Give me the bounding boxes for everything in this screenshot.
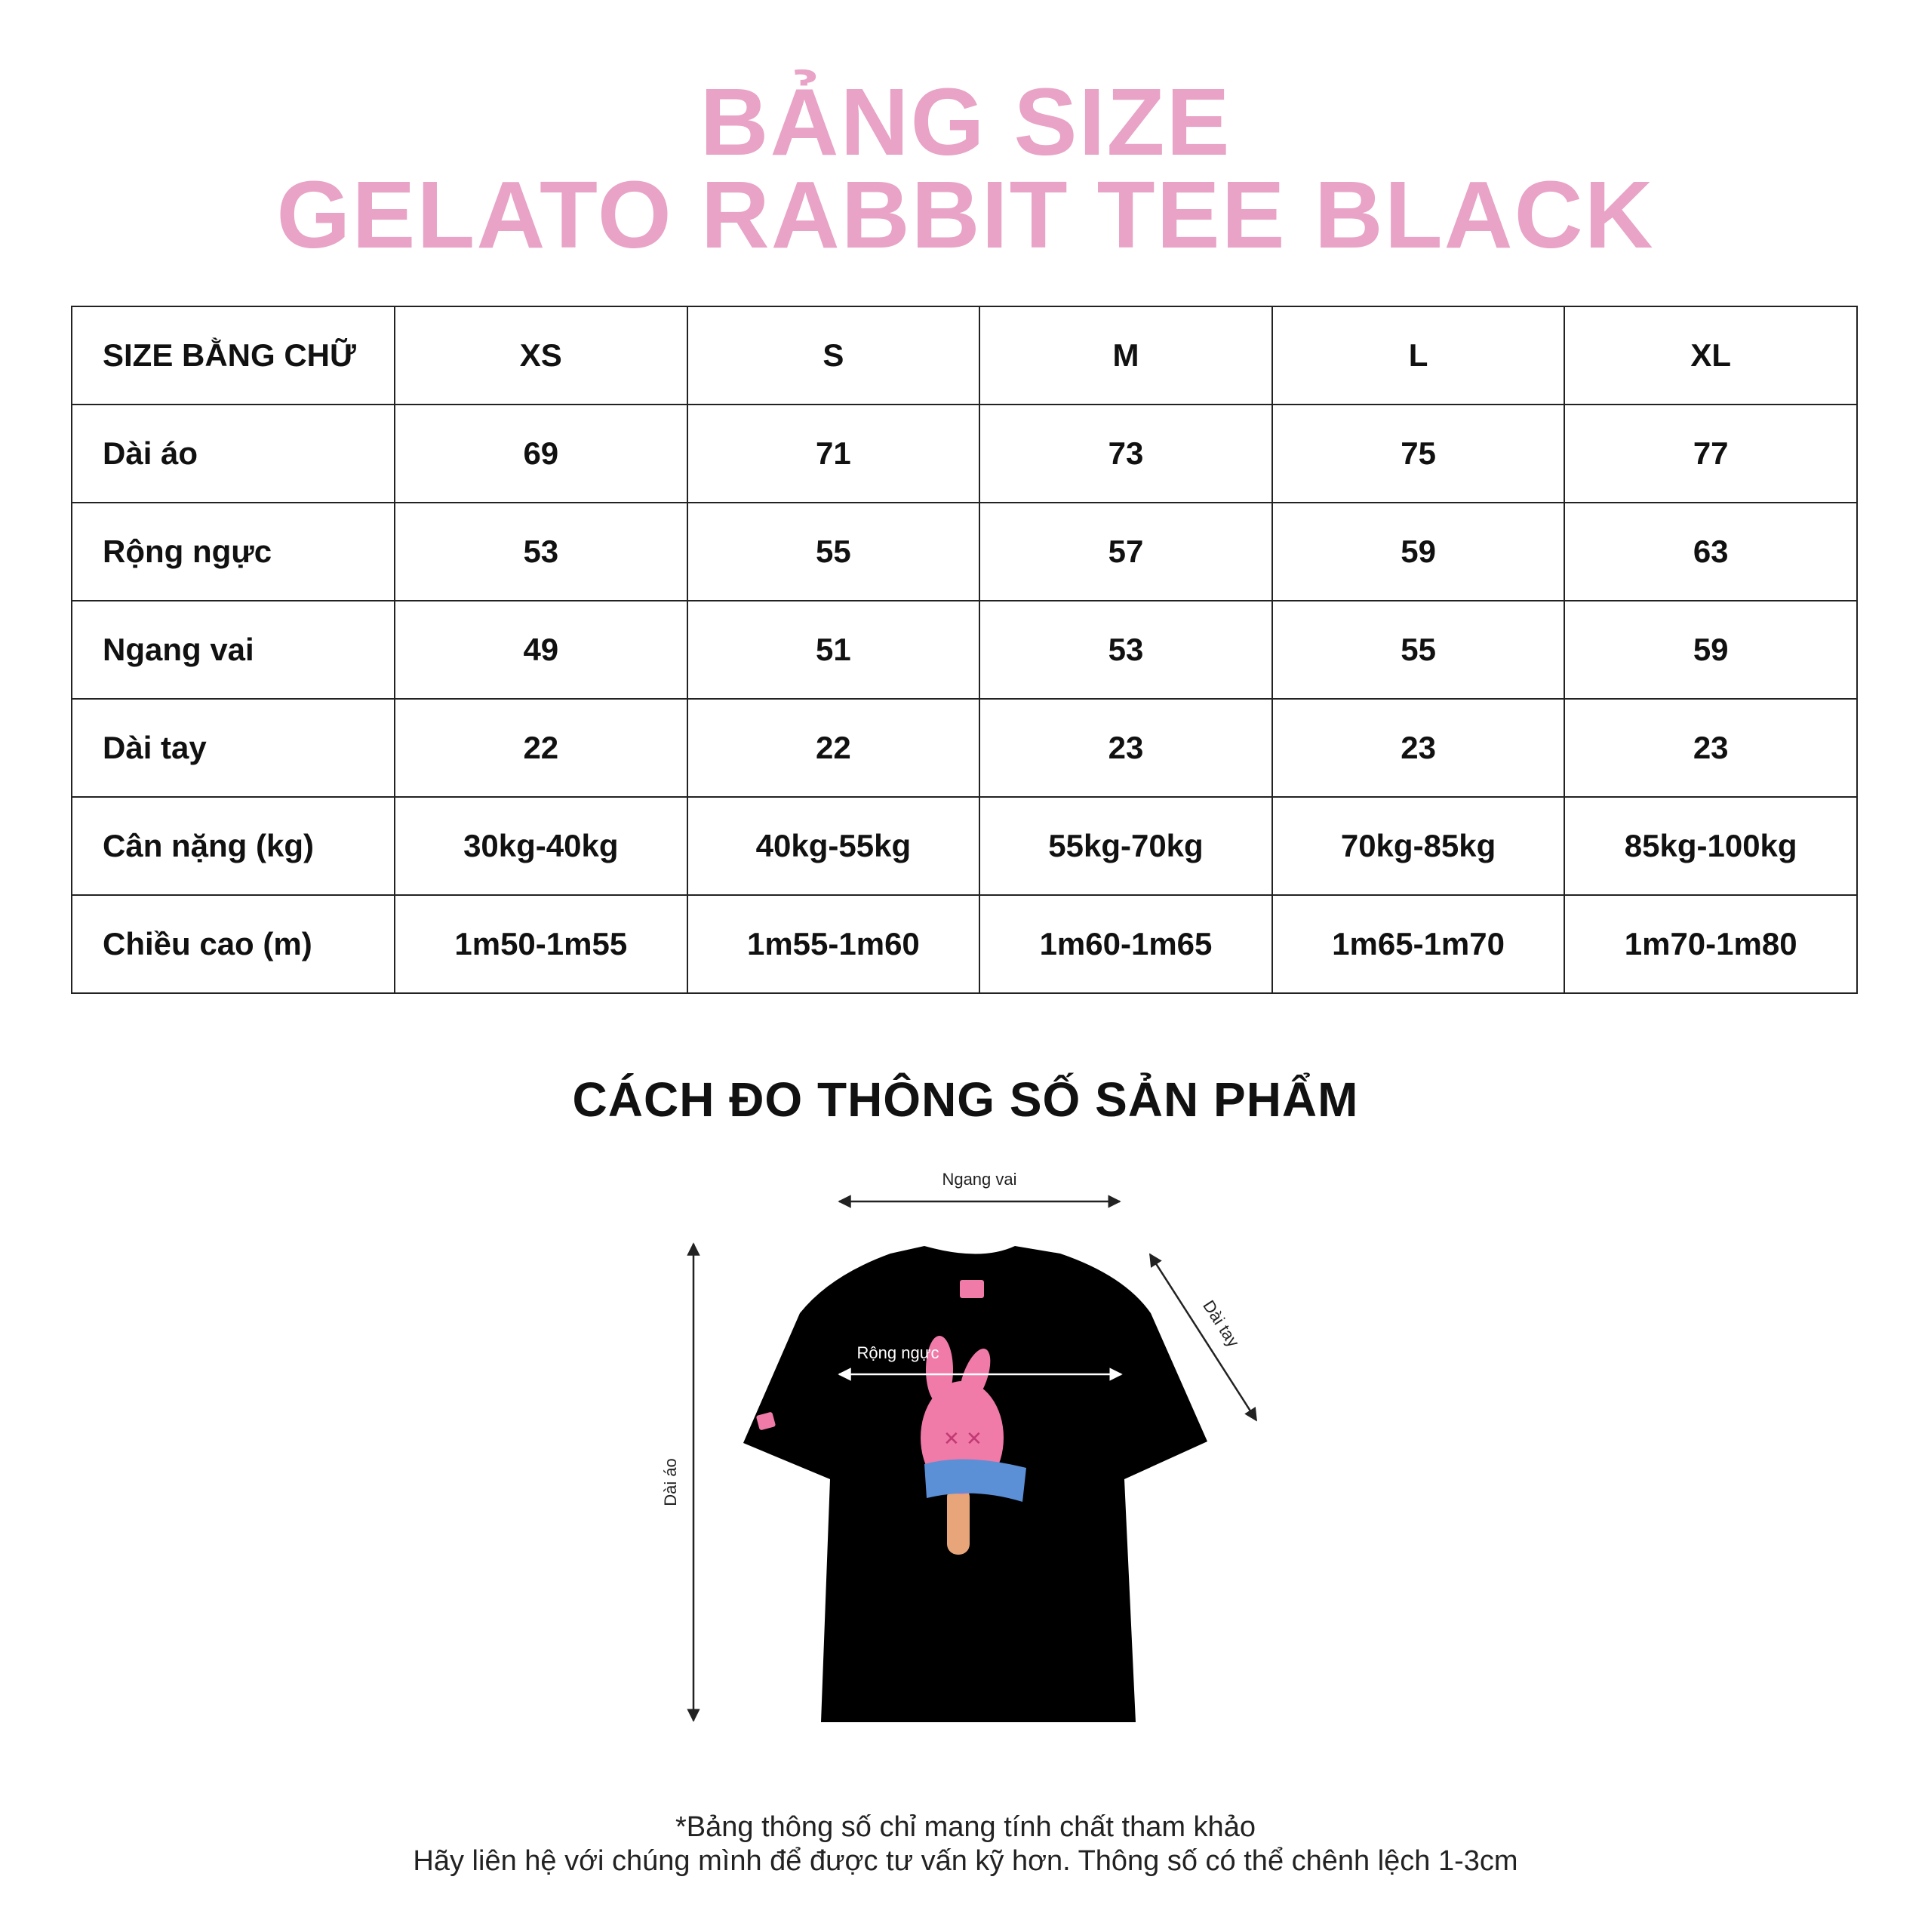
table-cell: 70kg-85kg — [1272, 797, 1565, 895]
table-cell: 23 — [979, 699, 1272, 797]
table-cell: 30kg-40kg — [395, 797, 687, 895]
table-cell: 75 — [1272, 405, 1565, 503]
row-label: Cân nặng (kg) — [72, 797, 395, 895]
size-xl-header: XL — [1564, 306, 1857, 405]
table-cell: 40kg-55kg — [687, 797, 980, 895]
table-cell: 22 — [395, 699, 687, 797]
table-cell: 49 — [395, 601, 687, 699]
table-cell: 53 — [395, 503, 687, 601]
svg-text:✕: ✕ — [966, 1428, 982, 1451]
size-l-header: L — [1272, 306, 1565, 405]
footnote-line-1: *Bảng thông số chỉ mang tính chất tham khảo — [675, 1811, 1256, 1843]
table-cell: 77 — [1564, 405, 1857, 503]
chest-label: Rộng ngực — [856, 1343, 939, 1362]
size-m-header: M — [979, 306, 1272, 405]
table-cell: 71 — [687, 405, 980, 503]
table-cell: 23 — [1564, 699, 1857, 797]
row-label: Dài áo — [72, 405, 395, 503]
table-cell: 59 — [1564, 601, 1857, 699]
sleeve-label: Dài tay — [1199, 1297, 1244, 1351]
length-label: Dài áo — [661, 1458, 680, 1506]
table-cell: 1m65-1m70 — [1272, 895, 1565, 993]
table-cell: 55kg-70kg — [979, 797, 1272, 895]
table-cell: 57 — [979, 503, 1272, 601]
svg-text:✕: ✕ — [943, 1428, 960, 1451]
table-cell: 23 — [1272, 699, 1565, 797]
neck-label-icon — [960, 1280, 984, 1298]
table-cell: 55 — [1272, 601, 1565, 699]
row-label: Rộng ngực — [72, 503, 395, 601]
table-cell: 51 — [687, 601, 980, 699]
table-cell: 53 — [979, 601, 1272, 699]
table-cell: 1m70-1m80 — [1564, 895, 1857, 993]
row-label: Chiều cao (m) — [72, 895, 395, 993]
row-label: Ngang vai — [72, 601, 395, 699]
title-line-2: GELATO RABBIT TEE BLACK — [276, 162, 1655, 268]
table-cell: 1m55-1m60 — [687, 895, 980, 993]
corner-label: SIZE BẰNG CHỮ — [72, 306, 395, 405]
table-cell: 22 — [687, 699, 980, 797]
measure-section-title: CÁCH ĐO THÔNG SỐ SẢN PHẨM — [572, 1072, 1359, 1127]
table-cell: 1m60-1m65 — [979, 895, 1272, 993]
row-label: Dài tay — [72, 699, 395, 797]
size-s-header: S — [687, 306, 980, 405]
table-cell: 63 — [1564, 503, 1857, 601]
table-cell: 55 — [687, 503, 980, 601]
size-xs-header: XS — [395, 306, 687, 405]
footnote-line-2: Hãy liên hệ với chúng mình để được tư vấn kỹ hơn. Thông số có thể chênh lệch 1-3cm — [413, 1845, 1518, 1877]
title-line-1: BẢNG SIZE — [700, 69, 1231, 175]
table-cell: 59 — [1272, 503, 1565, 601]
shoulder-label: Ngang vai — [942, 1170, 1017, 1189]
table-cell: 69 — [395, 405, 687, 503]
table-cell: 1m50-1m55 — [395, 895, 687, 993]
table-cell: 73 — [979, 405, 1272, 503]
table-cell: 85kg-100kg — [1564, 797, 1857, 895]
